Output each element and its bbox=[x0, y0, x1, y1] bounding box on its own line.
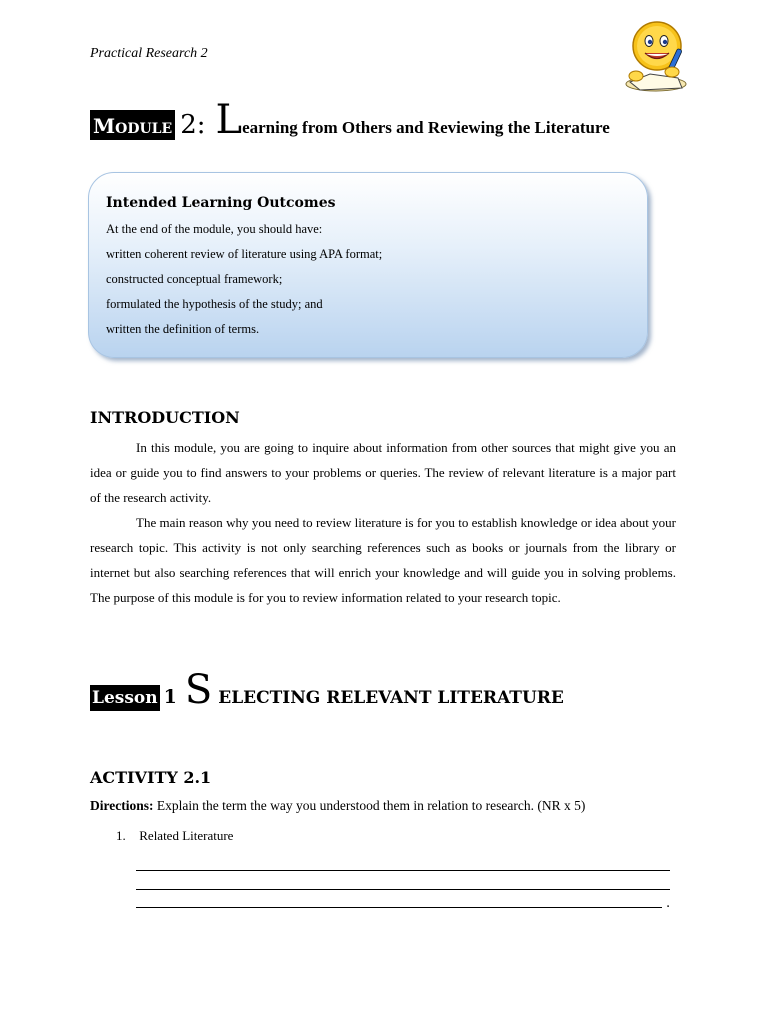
answer-line[interactable] bbox=[136, 870, 670, 871]
lesson-number: 1 bbox=[163, 686, 177, 708]
outcome-line: written the definition of terms. bbox=[106, 322, 260, 336]
list-item bbox=[116, 828, 233, 844]
item-label: Related Literature bbox=[139, 828, 234, 843]
intro-paragraph: In this module, you are going to inquire about information from other sources that might give you an idea or guide you to find answers to your problems or queries. The review of relevant literature is a major part of the research activity. bbox=[90, 440, 676, 505]
outcome-line: written coherent review of literature using APA format; bbox=[106, 247, 383, 261]
module-title: earning from Others and Reviewing the Literature bbox=[242, 118, 610, 137]
module-title-initial: L bbox=[215, 97, 243, 143]
module-number: 2: bbox=[180, 110, 206, 140]
lesson-title-initial: S bbox=[184, 667, 213, 713]
answer-end-mark: . bbox=[666, 896, 671, 911]
module-heading bbox=[90, 97, 610, 143]
module-label-box: Module bbox=[90, 110, 175, 140]
answer-line[interactable] bbox=[136, 889, 670, 890]
directions-text: Explain the term the way you understood them in relation to research. (NR x 5) bbox=[153, 798, 586, 813]
outcome-line: constructed conceptual framework; bbox=[106, 272, 283, 286]
answer-line[interactable] bbox=[136, 907, 662, 908]
outcomes-title: Intended Learning Outcomes bbox=[106, 195, 336, 211]
header-title: Practical Research 2 bbox=[90, 46, 208, 61]
outcome-line: At the end of the module, you should have: bbox=[106, 222, 323, 236]
item-number: 1. bbox=[116, 828, 126, 843]
lesson-heading bbox=[90, 667, 564, 713]
introduction-heading: INTRODUCTION bbox=[90, 408, 240, 427]
smiley-student-writing-icon bbox=[620, 18, 690, 94]
lesson-label-box: Lesson bbox=[90, 685, 160, 711]
learning-outcomes-box bbox=[88, 172, 648, 358]
intro-paragraph: The main reason why you need to review literature is for you to establish knowledge or idea about your research topic. This activity is not only searching references such as books or journals from the library or internet but also searching references that will enrich your knowledge and will guide you in solving problems. The purpose of this module is for you to review information related to your research topic. bbox=[90, 515, 676, 605]
directions-label: Directions: bbox=[90, 798, 154, 813]
activity-heading: ACTIVITY 2.1 bbox=[90, 768, 212, 787]
outcome-line: formulated the hypothesis of the study; and bbox=[106, 297, 323, 311]
directions bbox=[90, 798, 585, 814]
lesson-title: ELECTING RELEVANT LITERATURE bbox=[218, 688, 564, 708]
